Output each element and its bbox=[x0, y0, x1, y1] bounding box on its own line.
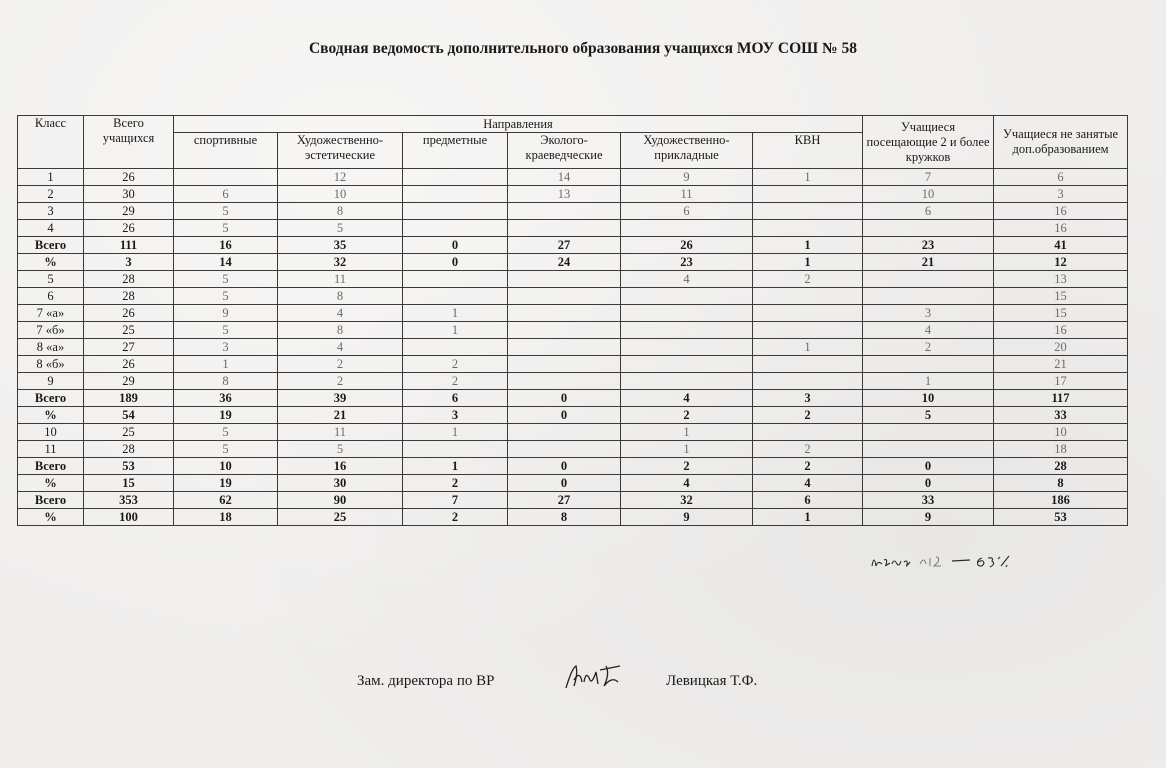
table-cell: 17 bbox=[994, 373, 1128, 390]
table-cell bbox=[403, 186, 508, 203]
row-label-cell: 2 bbox=[18, 186, 84, 203]
table-cell bbox=[403, 271, 508, 288]
table-cell: 9 bbox=[174, 305, 278, 322]
table-cell: 189 bbox=[84, 390, 174, 407]
table-cell: 19 bbox=[174, 407, 278, 424]
table-cell bbox=[753, 424, 863, 441]
table-cell: 6 bbox=[174, 186, 278, 203]
table-cell: 1 bbox=[863, 373, 994, 390]
table-row bbox=[18, 237, 1128, 254]
table-cell bbox=[753, 305, 863, 322]
table-row bbox=[18, 339, 1128, 356]
table-cell: 4 bbox=[278, 305, 403, 322]
table-cell: 6 bbox=[403, 390, 508, 407]
signer-position: Зам. директора по ВР bbox=[357, 673, 495, 689]
row-label-cell: % bbox=[18, 407, 84, 424]
row-label-cell: Всего bbox=[18, 458, 84, 475]
table-cell: 21 bbox=[994, 356, 1128, 373]
table-cell: 15 bbox=[84, 475, 174, 492]
table-cell bbox=[753, 186, 863, 203]
table-row bbox=[18, 492, 1128, 509]
table-cell: 2 bbox=[403, 373, 508, 390]
row-label-cell: 3 bbox=[18, 203, 84, 220]
table-cell: 4 bbox=[863, 322, 994, 339]
table-cell bbox=[508, 203, 621, 220]
table-cell: 11 bbox=[278, 424, 403, 441]
table-cell: 6 bbox=[621, 203, 753, 220]
table-cell: 9 bbox=[863, 509, 994, 526]
table-cell: 11 bbox=[278, 271, 403, 288]
table-cell: 35 bbox=[278, 237, 403, 254]
row-label-cell: % bbox=[18, 254, 84, 271]
table-body bbox=[18, 169, 1128, 526]
table-cell: 0 bbox=[403, 254, 508, 271]
table-cell: 25 bbox=[84, 322, 174, 339]
table-cell: 0 bbox=[508, 390, 621, 407]
table-cell bbox=[621, 220, 753, 237]
table-cell: 10 bbox=[278, 186, 403, 203]
row-label-cell: 6 bbox=[18, 288, 84, 305]
table-cell bbox=[621, 322, 753, 339]
table-cell: 14 bbox=[508, 169, 621, 186]
header-art-applied: Художественно-прикладные bbox=[621, 133, 753, 169]
signature-image bbox=[562, 660, 632, 696]
table-cell: 28 bbox=[84, 271, 174, 288]
table-cell: 4 bbox=[621, 390, 753, 407]
table-cell: 18 bbox=[994, 441, 1128, 458]
table-cell: 27 bbox=[508, 492, 621, 509]
table-cell: 4 bbox=[278, 339, 403, 356]
header-class: Класс bbox=[18, 116, 84, 169]
table-cell: 0 bbox=[403, 237, 508, 254]
table-cell: 25 bbox=[84, 424, 174, 441]
table-cell bbox=[621, 305, 753, 322]
table-cell: 41 bbox=[994, 237, 1128, 254]
row-label-cell: 5 bbox=[18, 271, 84, 288]
table-cell bbox=[753, 220, 863, 237]
table-cell: 7 bbox=[403, 492, 508, 509]
table-cell: 26 bbox=[621, 237, 753, 254]
table-cell bbox=[863, 424, 994, 441]
table-cell: 10 bbox=[863, 186, 994, 203]
table-row bbox=[18, 509, 1128, 526]
table-cell bbox=[621, 339, 753, 356]
table-cell: 3 bbox=[753, 390, 863, 407]
table-cell: 5 bbox=[174, 220, 278, 237]
table-cell bbox=[753, 373, 863, 390]
table-cell: 1 bbox=[403, 424, 508, 441]
table-cell: 1 bbox=[753, 254, 863, 271]
table-cell: 353 bbox=[84, 492, 174, 509]
table-cell: 1 bbox=[753, 339, 863, 356]
table-cell: 8 bbox=[508, 509, 621, 526]
table-cell: 6 bbox=[863, 203, 994, 220]
table-cell: 0 bbox=[508, 475, 621, 492]
table-cell bbox=[174, 169, 278, 186]
table-cell: 4 bbox=[753, 475, 863, 492]
table-cell: 6 bbox=[753, 492, 863, 509]
table-row bbox=[18, 186, 1128, 203]
table-cell bbox=[403, 441, 508, 458]
header-sport: спортивные bbox=[174, 133, 278, 169]
table-cell bbox=[621, 288, 753, 305]
table-cell bbox=[753, 356, 863, 373]
table-row bbox=[18, 169, 1128, 186]
summary-table bbox=[17, 115, 1128, 526]
table-cell: 3 bbox=[84, 254, 174, 271]
row-label-cell: 1 bbox=[18, 169, 84, 186]
table-cell: 23 bbox=[621, 254, 753, 271]
table-row bbox=[18, 475, 1128, 492]
table-cell: 13 bbox=[994, 271, 1128, 288]
table-cell: 39 bbox=[278, 390, 403, 407]
table-cell: 30 bbox=[84, 186, 174, 203]
table-cell bbox=[863, 356, 994, 373]
header-subject: предметные bbox=[403, 133, 508, 169]
table-cell: 16 bbox=[994, 220, 1128, 237]
table-cell: 30 bbox=[278, 475, 403, 492]
table-cell: 12 bbox=[994, 254, 1128, 271]
table-cell: 23 bbox=[863, 237, 994, 254]
table-cell: 90 bbox=[278, 492, 403, 509]
table-cell: 1 bbox=[403, 322, 508, 339]
table-cell: 5 bbox=[863, 407, 994, 424]
table-cell: 6 bbox=[994, 169, 1128, 186]
table-cell: 27 bbox=[508, 237, 621, 254]
table-cell: 13 bbox=[508, 186, 621, 203]
table-cell bbox=[508, 339, 621, 356]
table-cell: 25 bbox=[278, 509, 403, 526]
table-cell: 2 bbox=[403, 356, 508, 373]
table-cell: 26 bbox=[84, 305, 174, 322]
table-row bbox=[18, 254, 1128, 271]
signer-name: Левицкая Т.Ф. bbox=[666, 673, 758, 689]
row-label-cell: 8 «б» bbox=[18, 356, 84, 373]
header-kvn: КВН bbox=[753, 133, 863, 169]
table-cell: 1 bbox=[621, 424, 753, 441]
table-cell: 12 bbox=[278, 169, 403, 186]
header-total: Всего учащихся bbox=[84, 116, 174, 169]
table-cell: 16 bbox=[278, 458, 403, 475]
table-cell: 10 bbox=[174, 458, 278, 475]
table-cell: 5 bbox=[174, 322, 278, 339]
table-cell: 9 bbox=[621, 509, 753, 526]
table-cell: 2 bbox=[753, 407, 863, 424]
table-cell: 5 bbox=[174, 441, 278, 458]
row-label-cell: Всего bbox=[18, 492, 84, 509]
table-row bbox=[18, 407, 1128, 424]
row-label-cell: 10 bbox=[18, 424, 84, 441]
table-cell: 1 bbox=[174, 356, 278, 373]
table-cell: 27 bbox=[84, 339, 174, 356]
table-cell bbox=[863, 271, 994, 288]
table-cell: 29 bbox=[84, 373, 174, 390]
table-cell: 4 bbox=[621, 271, 753, 288]
table-row bbox=[18, 424, 1128, 441]
table-cell: 33 bbox=[863, 492, 994, 509]
table-cell: 16 bbox=[994, 203, 1128, 220]
table-cell: 5 bbox=[174, 271, 278, 288]
table-cell: 2 bbox=[403, 509, 508, 526]
table-cell: 32 bbox=[278, 254, 403, 271]
table-cell bbox=[863, 441, 994, 458]
table-cell bbox=[753, 288, 863, 305]
table-cell bbox=[403, 169, 508, 186]
document-title: Сводная ведомость дополнительного образования учащихся МОУ СОШ № 58 bbox=[308, 40, 857, 57]
table-cell bbox=[508, 322, 621, 339]
table-cell: 1 bbox=[753, 169, 863, 186]
table-cell bbox=[508, 373, 621, 390]
table-cell: 26 bbox=[84, 356, 174, 373]
table-cell: 26 bbox=[84, 220, 174, 237]
table-cell bbox=[621, 356, 753, 373]
row-label-cell: 9 bbox=[18, 373, 84, 390]
table-row bbox=[18, 356, 1128, 373]
table-cell: 21 bbox=[863, 254, 994, 271]
table-cell: 54 bbox=[84, 407, 174, 424]
row-label-cell: Всего bbox=[18, 237, 84, 254]
table-cell: 16 bbox=[174, 237, 278, 254]
table-cell: 2 bbox=[278, 356, 403, 373]
table-cell bbox=[621, 373, 753, 390]
table-cell: 5 bbox=[174, 203, 278, 220]
table-cell: 186 bbox=[994, 492, 1128, 509]
table-row bbox=[18, 271, 1128, 288]
table-cell: 0 bbox=[508, 458, 621, 475]
table-cell: 36 bbox=[174, 390, 278, 407]
table-cell: 10 bbox=[994, 424, 1128, 441]
table-cell: 1 bbox=[753, 509, 863, 526]
table-cell bbox=[508, 356, 621, 373]
table-cell bbox=[508, 271, 621, 288]
table-cell: 15 bbox=[994, 305, 1128, 322]
table-cell: 1 bbox=[621, 441, 753, 458]
table-cell: 1 bbox=[403, 305, 508, 322]
row-label-cell: 4 bbox=[18, 220, 84, 237]
table-cell bbox=[863, 288, 994, 305]
header-art-aesthetic: Художественно-эстетические bbox=[278, 133, 403, 169]
table-cell: 5 bbox=[278, 220, 403, 237]
table-row bbox=[18, 390, 1128, 407]
table-cell bbox=[508, 441, 621, 458]
table-cell bbox=[508, 288, 621, 305]
table-cell: 0 bbox=[508, 407, 621, 424]
table-cell bbox=[508, 220, 621, 237]
table-cell: 8 bbox=[174, 373, 278, 390]
table-cell bbox=[508, 305, 621, 322]
table-cell: 1 bbox=[403, 458, 508, 475]
table-cell: 5 bbox=[278, 441, 403, 458]
table-cell bbox=[403, 288, 508, 305]
table-cell: 3 bbox=[863, 305, 994, 322]
table-cell: 0 bbox=[863, 475, 994, 492]
table-cell: 2 bbox=[278, 373, 403, 390]
table-cell: 8 bbox=[994, 475, 1128, 492]
table-cell bbox=[403, 203, 508, 220]
table-cell: 10 bbox=[863, 390, 994, 407]
table-row bbox=[18, 458, 1128, 475]
table-cell: 3 bbox=[174, 339, 278, 356]
table-cell bbox=[508, 424, 621, 441]
table-cell: 24 bbox=[508, 254, 621, 271]
table-cell: 53 bbox=[84, 458, 174, 475]
table-cell: 21 bbox=[278, 407, 403, 424]
table-cell: 16 bbox=[994, 322, 1128, 339]
table-cell bbox=[753, 322, 863, 339]
table-cell bbox=[753, 203, 863, 220]
table-cell: 2 bbox=[621, 458, 753, 475]
table-cell: 15 bbox=[994, 288, 1128, 305]
table-cell: 29 bbox=[84, 203, 174, 220]
row-label-cell: Всего bbox=[18, 390, 84, 407]
handwritten-note bbox=[870, 548, 1040, 572]
table-cell: 33 bbox=[994, 407, 1128, 424]
row-label-cell: 11 bbox=[18, 441, 84, 458]
table-cell: 2 bbox=[753, 458, 863, 475]
table-cell: 3 bbox=[403, 407, 508, 424]
table-cell: 11 bbox=[621, 186, 753, 203]
table-cell: 2 bbox=[753, 441, 863, 458]
table-cell: 28 bbox=[84, 441, 174, 458]
row-label-cell: 8 «а» bbox=[18, 339, 84, 356]
table-row bbox=[18, 288, 1128, 305]
table-row bbox=[18, 203, 1128, 220]
header-two-plus: Учащиеся посещающие 2 и более кружков bbox=[863, 116, 994, 169]
table-cell: 26 bbox=[84, 169, 174, 186]
table-cell: 0 bbox=[863, 458, 994, 475]
table-cell: 8 bbox=[278, 203, 403, 220]
table-cell: 53 bbox=[994, 509, 1128, 526]
table-cell: 9 bbox=[621, 169, 753, 186]
table-cell: 19 bbox=[174, 475, 278, 492]
table-cell: 117 bbox=[994, 390, 1128, 407]
table-cell: 32 bbox=[621, 492, 753, 509]
table-cell bbox=[863, 220, 994, 237]
row-label-cell: % bbox=[18, 509, 84, 526]
table-cell: 7 bbox=[863, 169, 994, 186]
table-cell: 28 bbox=[994, 458, 1128, 475]
row-label-cell: % bbox=[18, 475, 84, 492]
table-row bbox=[18, 373, 1128, 390]
table-cell bbox=[403, 339, 508, 356]
row-label-cell: 7 «а» bbox=[18, 305, 84, 322]
table-cell bbox=[403, 220, 508, 237]
table-cell: 28 bbox=[84, 288, 174, 305]
table-row bbox=[18, 441, 1128, 458]
table-cell: 2 bbox=[753, 271, 863, 288]
header-not-busy: Учащиеся не занятые доп.образованием bbox=[994, 116, 1128, 169]
table-row bbox=[18, 305, 1128, 322]
table-cell: 2 bbox=[863, 339, 994, 356]
table-cell: 111 bbox=[84, 237, 174, 254]
table-cell: 2 bbox=[621, 407, 753, 424]
table-cell: 1 bbox=[753, 237, 863, 254]
table-cell: 2 bbox=[403, 475, 508, 492]
table-cell: 8 bbox=[278, 288, 403, 305]
table-cell: 4 bbox=[621, 475, 753, 492]
table-cell: 5 bbox=[174, 288, 278, 305]
table-row bbox=[18, 322, 1128, 339]
table-cell: 20 bbox=[994, 339, 1128, 356]
table-cell: 62 bbox=[174, 492, 278, 509]
table-cell: 8 bbox=[278, 322, 403, 339]
table-cell: 18 bbox=[174, 509, 278, 526]
table-cell: 3 bbox=[994, 186, 1128, 203]
header-eco: Эколого-краеведческие bbox=[508, 133, 621, 169]
table-cell: 5 bbox=[174, 424, 278, 441]
table-cell: 100 bbox=[84, 509, 174, 526]
table-cell: 14 bbox=[174, 254, 278, 271]
row-label-cell: 7 «б» bbox=[18, 322, 84, 339]
header-directions: Направления bbox=[174, 116, 863, 133]
table-row bbox=[18, 220, 1128, 237]
